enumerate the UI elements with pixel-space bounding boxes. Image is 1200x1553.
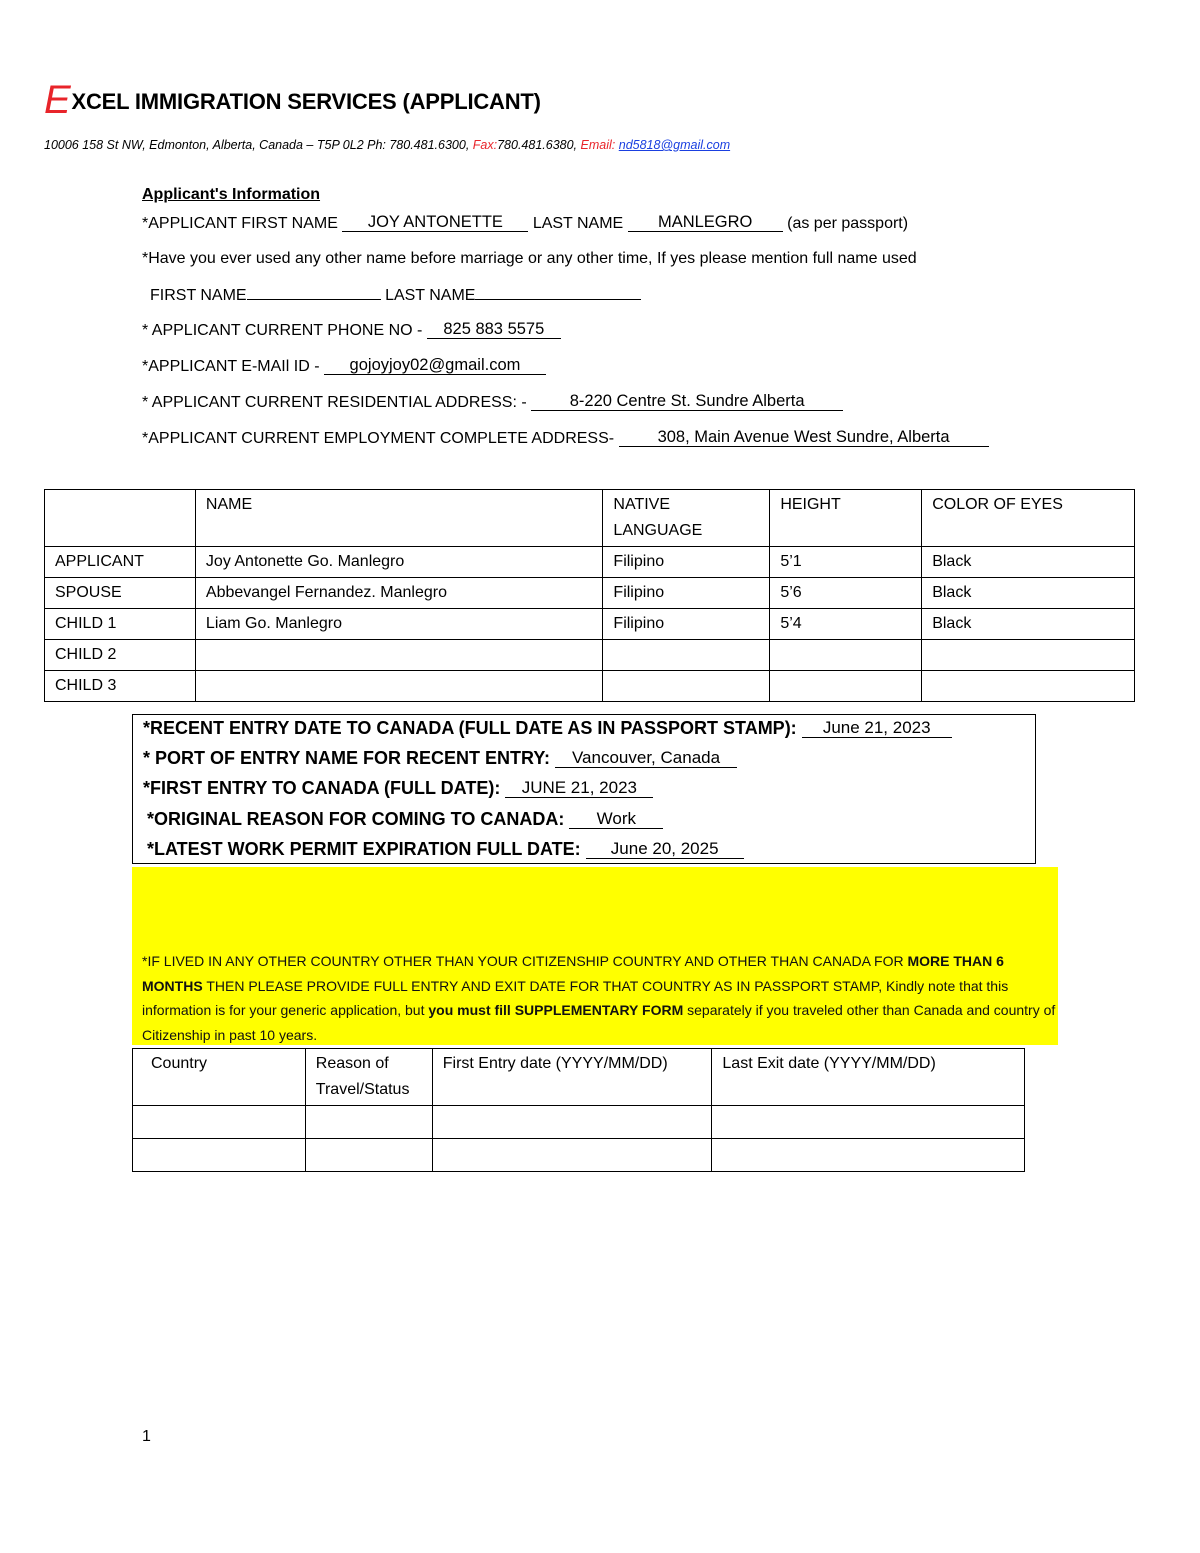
entry-details-box: [132, 714, 1036, 864]
row-label: APPLICANT: [45, 547, 196, 578]
table-cell[interactable]: [195, 640, 603, 671]
header-cell-name: NAME: [195, 490, 603, 547]
table-header-row: [45, 490, 1135, 547]
first-name-value[interactable]: JOY ANTONETTE: [342, 213, 528, 232]
notice-emphasis-duration: MORE THAN 6 MONTHS: [142, 953, 1004, 994]
notice-text-3: Kindly note that this information is for your generic application, but: [142, 977, 1009, 1018]
row-label: CHILD 3: [45, 671, 196, 702]
notice-text-4: separately if you traveled other than Canada and country of Citizenship in past 10 years.: [142, 1002, 1056, 1043]
table-row: [133, 1106, 1025, 1139]
notice-emphasis-supplementary: you must fill SUPPLEMENTARY FORM: [428, 1002, 684, 1018]
table-row: [133, 1139, 1025, 1172]
reason-value[interactable]: Work: [569, 810, 663, 829]
table-cell[interactable]: Filipino: [603, 547, 770, 578]
other-name-line: [150, 285, 641, 305]
table-cell[interactable]: 5’6: [770, 578, 922, 609]
last-name-value[interactable]: MANLEGRO: [628, 213, 783, 232]
header-cell-blank: [45, 490, 196, 547]
header-cell-first-entry: First Entry date (YYYY/MM/DD): [432, 1049, 712, 1106]
phone-label: * APPLICANT CURRENT PHONE NO -: [142, 322, 423, 339]
other-name-question: *Have you ever used any other name before marriage or any other time, If yes please mention full name used: [142, 250, 917, 267]
family-details-table: [44, 489, 1135, 702]
table-cell[interactable]: [305, 1106, 432, 1139]
port-of-entry-value[interactable]: Vancouver, Canada: [555, 749, 737, 768]
email-link[interactable]: nd5818@gmail.com: [618, 138, 731, 152]
header-cell-eye-color: COLOR OF EYES: [922, 490, 1135, 547]
other-first-name-label: FIRST NAME: [150, 287, 247, 304]
first-entry-line: [143, 778, 653, 799]
table-cell[interactable]: [712, 1139, 1025, 1172]
employment-address-label: *APPLICANT CURRENT EMPLOYMENT COMPLETE ADDRESS-: [142, 430, 615, 447]
fax-label: Fax:: [472, 138, 498, 152]
table-cell[interactable]: Filipino: [603, 578, 770, 609]
company-title: [44, 78, 541, 123]
header-cell-native-language: NATIVE LANGUAGE: [603, 490, 770, 547]
residential-address-line: [142, 393, 843, 412]
row-label: CHILD 2: [45, 640, 196, 671]
residential-address-label: * APPLICANT CURRENT RESIDENTIAL ADDRESS: -: [142, 394, 527, 411]
table-cell[interactable]: [922, 671, 1135, 702]
other-first-name-field[interactable]: [247, 285, 381, 300]
table-cell[interactable]: Abbevangel Fernandez. Manlegro: [195, 578, 603, 609]
row-label: SPOUSE: [45, 578, 196, 609]
header-cell-height: HEIGHT: [770, 490, 922, 547]
recent-entry-line: [143, 718, 952, 739]
work-permit-line: [147, 839, 744, 860]
port-of-entry-line: [143, 748, 737, 769]
table-cell[interactable]: Filipino: [603, 609, 770, 640]
row-label: CHILD 1: [45, 609, 196, 640]
first-entry-label: *FIRST ENTRY TO CANADA (FULL DATE):: [143, 778, 501, 798]
address-text: 10006 158 St NW, Edmonton, Alberta, Canada – T5P 0L2 Ph: 780.481.6300,: [44, 138, 470, 152]
table-row: [45, 640, 1135, 671]
table-cell[interactable]: Joy Antonette Go. Manlegro: [195, 547, 603, 578]
employment-address-line: [142, 429, 989, 448]
table-cell[interactable]: [195, 671, 603, 702]
table-cell[interactable]: Black: [922, 547, 1135, 578]
other-last-name-field[interactable]: [475, 285, 641, 300]
table-row: [45, 578, 1135, 609]
fax-value: 780.481.6380,: [497, 138, 578, 152]
recent-entry-value[interactable]: June 21, 2023: [802, 719, 952, 738]
table-cell[interactable]: [432, 1106, 712, 1139]
travel-history-table: [132, 1048, 1025, 1172]
table-cell[interactable]: [770, 640, 922, 671]
table-cell[interactable]: [770, 671, 922, 702]
title-rest: XCEL IMMIGRATION SERVICES (APPLICANT): [71, 89, 541, 114]
table-cell[interactable]: Liam Go. Manlegro: [195, 609, 603, 640]
table-row: [45, 609, 1135, 640]
table-cell[interactable]: [603, 671, 770, 702]
phone-value[interactable]: 825 883 5575: [427, 320, 561, 339]
table-cell[interactable]: [432, 1139, 712, 1172]
table-cell[interactable]: Black: [922, 578, 1135, 609]
table-header-row: [133, 1049, 1025, 1106]
email-line: [142, 357, 546, 376]
applicant-name-line: [142, 214, 908, 233]
other-last-name-label: LAST NAME: [385, 287, 476, 304]
email-id-label: *APPLICANT E-MAIl ID -: [142, 358, 320, 375]
table-cell[interactable]: 5’1: [770, 547, 922, 578]
reason-label: *ORIGINAL REASON FOR COMING TO CANADA:: [147, 809, 565, 829]
table-cell[interactable]: [133, 1139, 306, 1172]
header-cell-last-exit: Last Exit date (YYYY/MM/DD): [712, 1049, 1025, 1106]
company-address-line: [44, 138, 730, 152]
work-permit-value[interactable]: June 20, 2025: [586, 840, 744, 859]
notice-text-1: *IF LIVED IN ANY OTHER COUNTRY OTHER THAN YOUR CITIZENSHIP COUNTRY AND OTHER THAN CANADA FOR: [142, 953, 904, 969]
recent-entry-label: *RECENT ENTRY DATE TO CANADA (FULL DATE AS IN PASSPORT STAMP):: [143, 718, 797, 738]
residential-address-value[interactable]: 8-220 Centre St. Sundre Alberta: [531, 392, 843, 411]
first-entry-value[interactable]: JUNE 21, 2023: [505, 779, 653, 798]
applicant-info-heading: Applicant's Information: [142, 186, 321, 203]
header-cell-reason: Reason of Travel/Status: [305, 1049, 432, 1106]
other-country-notice: [132, 867, 1058, 1045]
as-per-passport-note: (as per passport): [787, 215, 909, 232]
table-row: [45, 671, 1135, 702]
table-cell[interactable]: 5’4: [770, 609, 922, 640]
phone-line: [142, 321, 561, 340]
table-cell[interactable]: [305, 1139, 432, 1172]
reason-line: [147, 809, 663, 830]
work-permit-label: *LATEST WORK PERMIT EXPIRATION FULL DATE:: [147, 839, 581, 859]
header-cell-country: Country: [133, 1049, 306, 1106]
table-cell[interactable]: Black: [922, 609, 1135, 640]
last-name-label: LAST NAME: [532, 215, 624, 232]
table-cell[interactable]: [712, 1106, 1025, 1139]
port-of-entry-label: * PORT OF ENTRY NAME FOR RECENT ENTRY:: [143, 748, 551, 768]
title-initial: E: [44, 78, 71, 122]
first-name-label: *APPLICANT FIRST NAME: [142, 215, 338, 232]
table-row: [45, 547, 1135, 578]
table-cell[interactable]: [603, 640, 770, 671]
page-number: 1: [142, 1428, 151, 1445]
notice-text-2: THEN PLEASE PROVIDE FULL ENTRY AND EXIT DATE FOR THAT COUNTRY AS IN PASSPORT STAMP,: [206, 977, 883, 994]
table-cell[interactable]: [133, 1106, 306, 1139]
email-label: Email:: [580, 138, 616, 152]
employment-address-value[interactable]: 308, Main Avenue West Sundre, Alberta: [619, 428, 989, 447]
email-id-value[interactable]: gojoyjoy02@gmail.com: [324, 356, 546, 375]
table-cell[interactable]: [922, 640, 1135, 671]
